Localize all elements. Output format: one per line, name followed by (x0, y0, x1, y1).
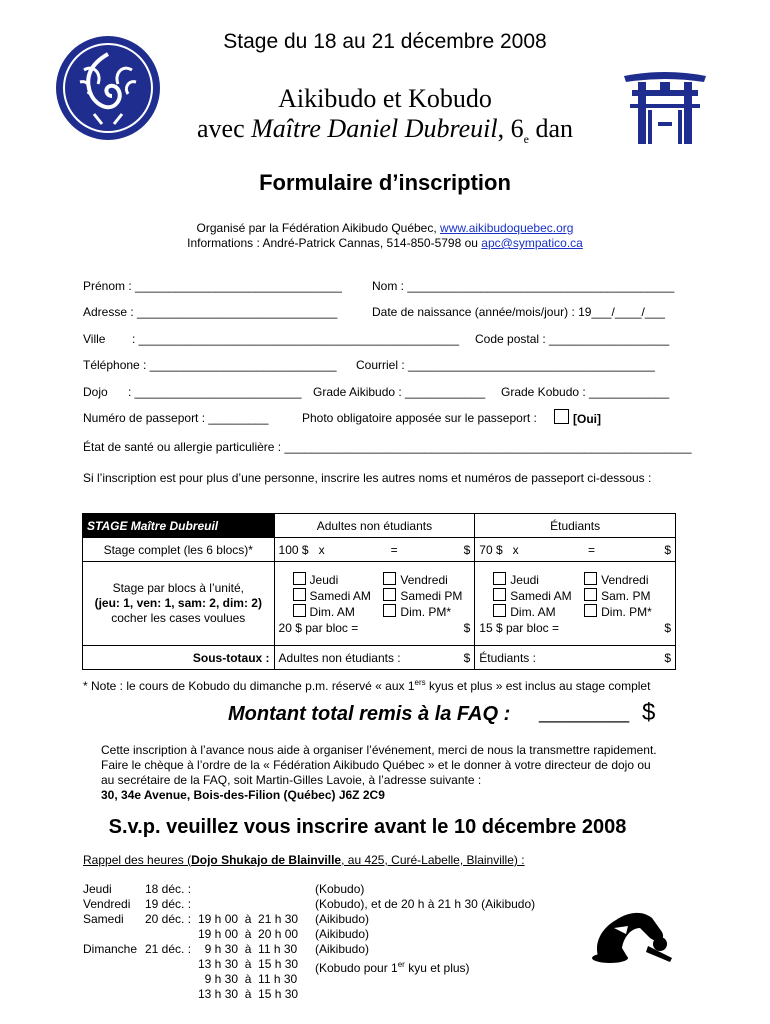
table-header-adults: Adultes non étudiants (274, 514, 475, 538)
date-naissance-field[interactable]: Date de naissance (année/mois/jour) : 19___/____/___ (372, 305, 665, 319)
student-bloc-checkbox[interactable]: Jeudi (493, 572, 580, 587)
code-postal-field[interactable]: Code postal : __________________ (475, 332, 670, 346)
stage-complet-student[interactable]: 70 $ x = $ (475, 538, 676, 562)
website-link[interactable]: www.aikibudoquebec.org (440, 221, 574, 235)
discipline-title: Aikibudo et Kobudo (278, 84, 492, 113)
nom-field[interactable]: Nom : ________________________________________ (372, 279, 675, 293)
adult-bloc-checkbox[interactable]: Samedi PM (383, 588, 470, 603)
prenom-field[interactable]: Prénom : _______________________________ (83, 279, 342, 293)
schedule-notes: (Kobudo) (Kobudo), et de 20 h à 21 h 30 (Aikibudo) (Aikibudo) (Aikibudo) (Aikibudo) (Kobudo pour 1er kyu et plus) (315, 882, 536, 975)
courriel-field[interactable]: Courriel : _____________________________________ (356, 358, 655, 372)
total-label: Montant total remis à la FAQ : (228, 703, 511, 725)
student-bloc-checkbox[interactable]: Dim. PM* (584, 604, 671, 619)
ville-field[interactable]: : ________________________________________________ (132, 332, 460, 346)
grade-kobudo-field[interactable]: Grade Kobudo : ____________ (501, 385, 670, 399)
info-line: Informations : André-Patrick Cannas, 514-850-5798 ou apc@sympatico.ca (187, 236, 583, 250)
student-bloc-checkbox[interactable]: Vendredi (584, 572, 671, 587)
student-bloc-checkbox[interactable]: Dim. AM (493, 604, 580, 619)
student-bloc-checkbox[interactable]: Sam. PM (584, 588, 671, 603)
total-amount-field[interactable]: _________ (539, 703, 630, 723)
adult-bloc-checkbox[interactable]: Dim. PM* (383, 604, 470, 619)
ville-label: Ville (83, 332, 106, 346)
schedule-times: 19 h 00 à 21 h 30 19 h 00 à 20 h 00 9 h 30 à 11 h 30 13 h 30 à 15 h 30 9 h 30 à 11 h 30 13 h 30 à 15 h 30 (198, 912, 299, 1001)
total-dollar: $ (642, 699, 656, 726)
deadline: S.v.p. veuillez vous inscrire avant le 10 décembre 2008 (108, 816, 627, 838)
adult-bloc-checkbox[interactable]: Dim. AM (293, 604, 380, 619)
kobudo-note: * Note : le cours de Kobudo du dimanche p.m. réservé « aux 1ers kyus et plus » est inclus au stage complet (83, 678, 651, 693)
dojo-field[interactable]: : _________________________ (128, 385, 302, 399)
stage-price-table (82, 513, 676, 670)
schedule-days: Jeudi Vendredi Samedi Dimanche (83, 882, 138, 956)
soustotal-student[interactable]: Étudiants : $ (475, 646, 676, 670)
master-line: avec Maître Daniel Dubreuil, $6_e$ dan (197, 114, 573, 147)
telephone-field[interactable]: Téléphone : ____________________________ (83, 358, 337, 372)
organizer-line: Organisé par la Fédération Aikibudo Québec, www.aikibudoquebec.org (196, 221, 574, 235)
soustotaux-label: Sous-totaux : (83, 646, 275, 670)
stage-title: Stage du 18 au 21 décembre 2008 (223, 30, 547, 53)
soustotal-adult[interactable]: Adultes non étudiants : $ (274, 646, 475, 670)
student-per-bloc: 15 $ par bloc = (479, 621, 559, 635)
table-header-students: Étudiants (475, 514, 676, 538)
adult-bloc-checkbox[interactable]: Vendredi (383, 572, 470, 587)
plusieurs-note: Si l’inscription est pour plus d’une personne, inscrire les autres noms et numéros de passeport ci-dessous : (83, 471, 652, 485)
dojo-label: Dojo (83, 385, 108, 399)
rappel-heures: Rappel des heures (Dojo Shukajo de Blainville, au 425, Curé-Labelle, Blainville) : (83, 853, 525, 867)
adult-bloc-checkbox[interactable]: Jeudi (293, 572, 380, 587)
photo-checkbox[interactable]: [Oui] (554, 409, 601, 426)
adult-per-bloc: 20 $ par bloc = (278, 621, 359, 635)
photo-label: Photo obligatoire apposée sur le passeport : (302, 411, 537, 425)
passeport-field[interactable]: Numéro de passeport : _________ (83, 411, 269, 425)
instruction-line: Cette inscription à l’avance nous aide à organiser l’événement, merci de nous la transmettre rapidement. (101, 743, 657, 757)
stage-complet-label: Stage complet (les 6 blocs)* (83, 538, 275, 562)
kneeling-figure-icon (588, 888, 678, 966)
email-link[interactable]: apc@sympatico.ca (481, 236, 583, 250)
adult-bloc-checkbox[interactable]: Samedi AM (293, 588, 380, 603)
student-bloc-checkbox[interactable]: Samedi AM (493, 588, 580, 603)
stage-blocs-label: Stage par blocs à l’unité, (jeu: 1, ven: 1, sam: 2, dim: 2) cocher les cases voulues (83, 562, 275, 646)
mailing-address: 30, 34e Avenue, Bois-des-Filion (Québec) J6Z 2C9 (101, 788, 385, 802)
schedule-dates: 18 déc. : 19 déc. : 20 déc. : 21 déc. : (145, 882, 192, 956)
instruction-line: au secrétaire de la FAQ, soit Martin-Gilles Lavoie, à l’adresse suivante : (101, 773, 482, 787)
adresse-field[interactable]: Adresse : ______________________________ (83, 305, 338, 319)
form-title: Formulaire d’inscription (259, 170, 511, 195)
table-header-stage: STAGE Maître Dubreuil (83, 514, 275, 538)
instruction-line: Faire le chèque à l’ordre de la « Fédération Aikibudo Québec » et le donner à votre directeur de dojo ou (101, 758, 651, 772)
sante-field[interactable]: État de santé ou allergie particulière : _____________________________________________________________ (83, 440, 692, 454)
adult-blocks-cell: Jeudi Vendredi Samedi AM Samedi PM Dim. AM Dim. PM* 20 $ par bloc = $ (274, 562, 475, 646)
stage-complet-adult[interactable]: 100 $ x = $ (274, 538, 475, 562)
grade-aikibudo-field[interactable]: Grade Aikibudo : ____________ (313, 385, 486, 399)
student-blocks-cell: Jeudi Vendredi Samedi AM Sam. PM Dim. AM Dim. PM* 15 $ par bloc = $ (475, 562, 676, 646)
